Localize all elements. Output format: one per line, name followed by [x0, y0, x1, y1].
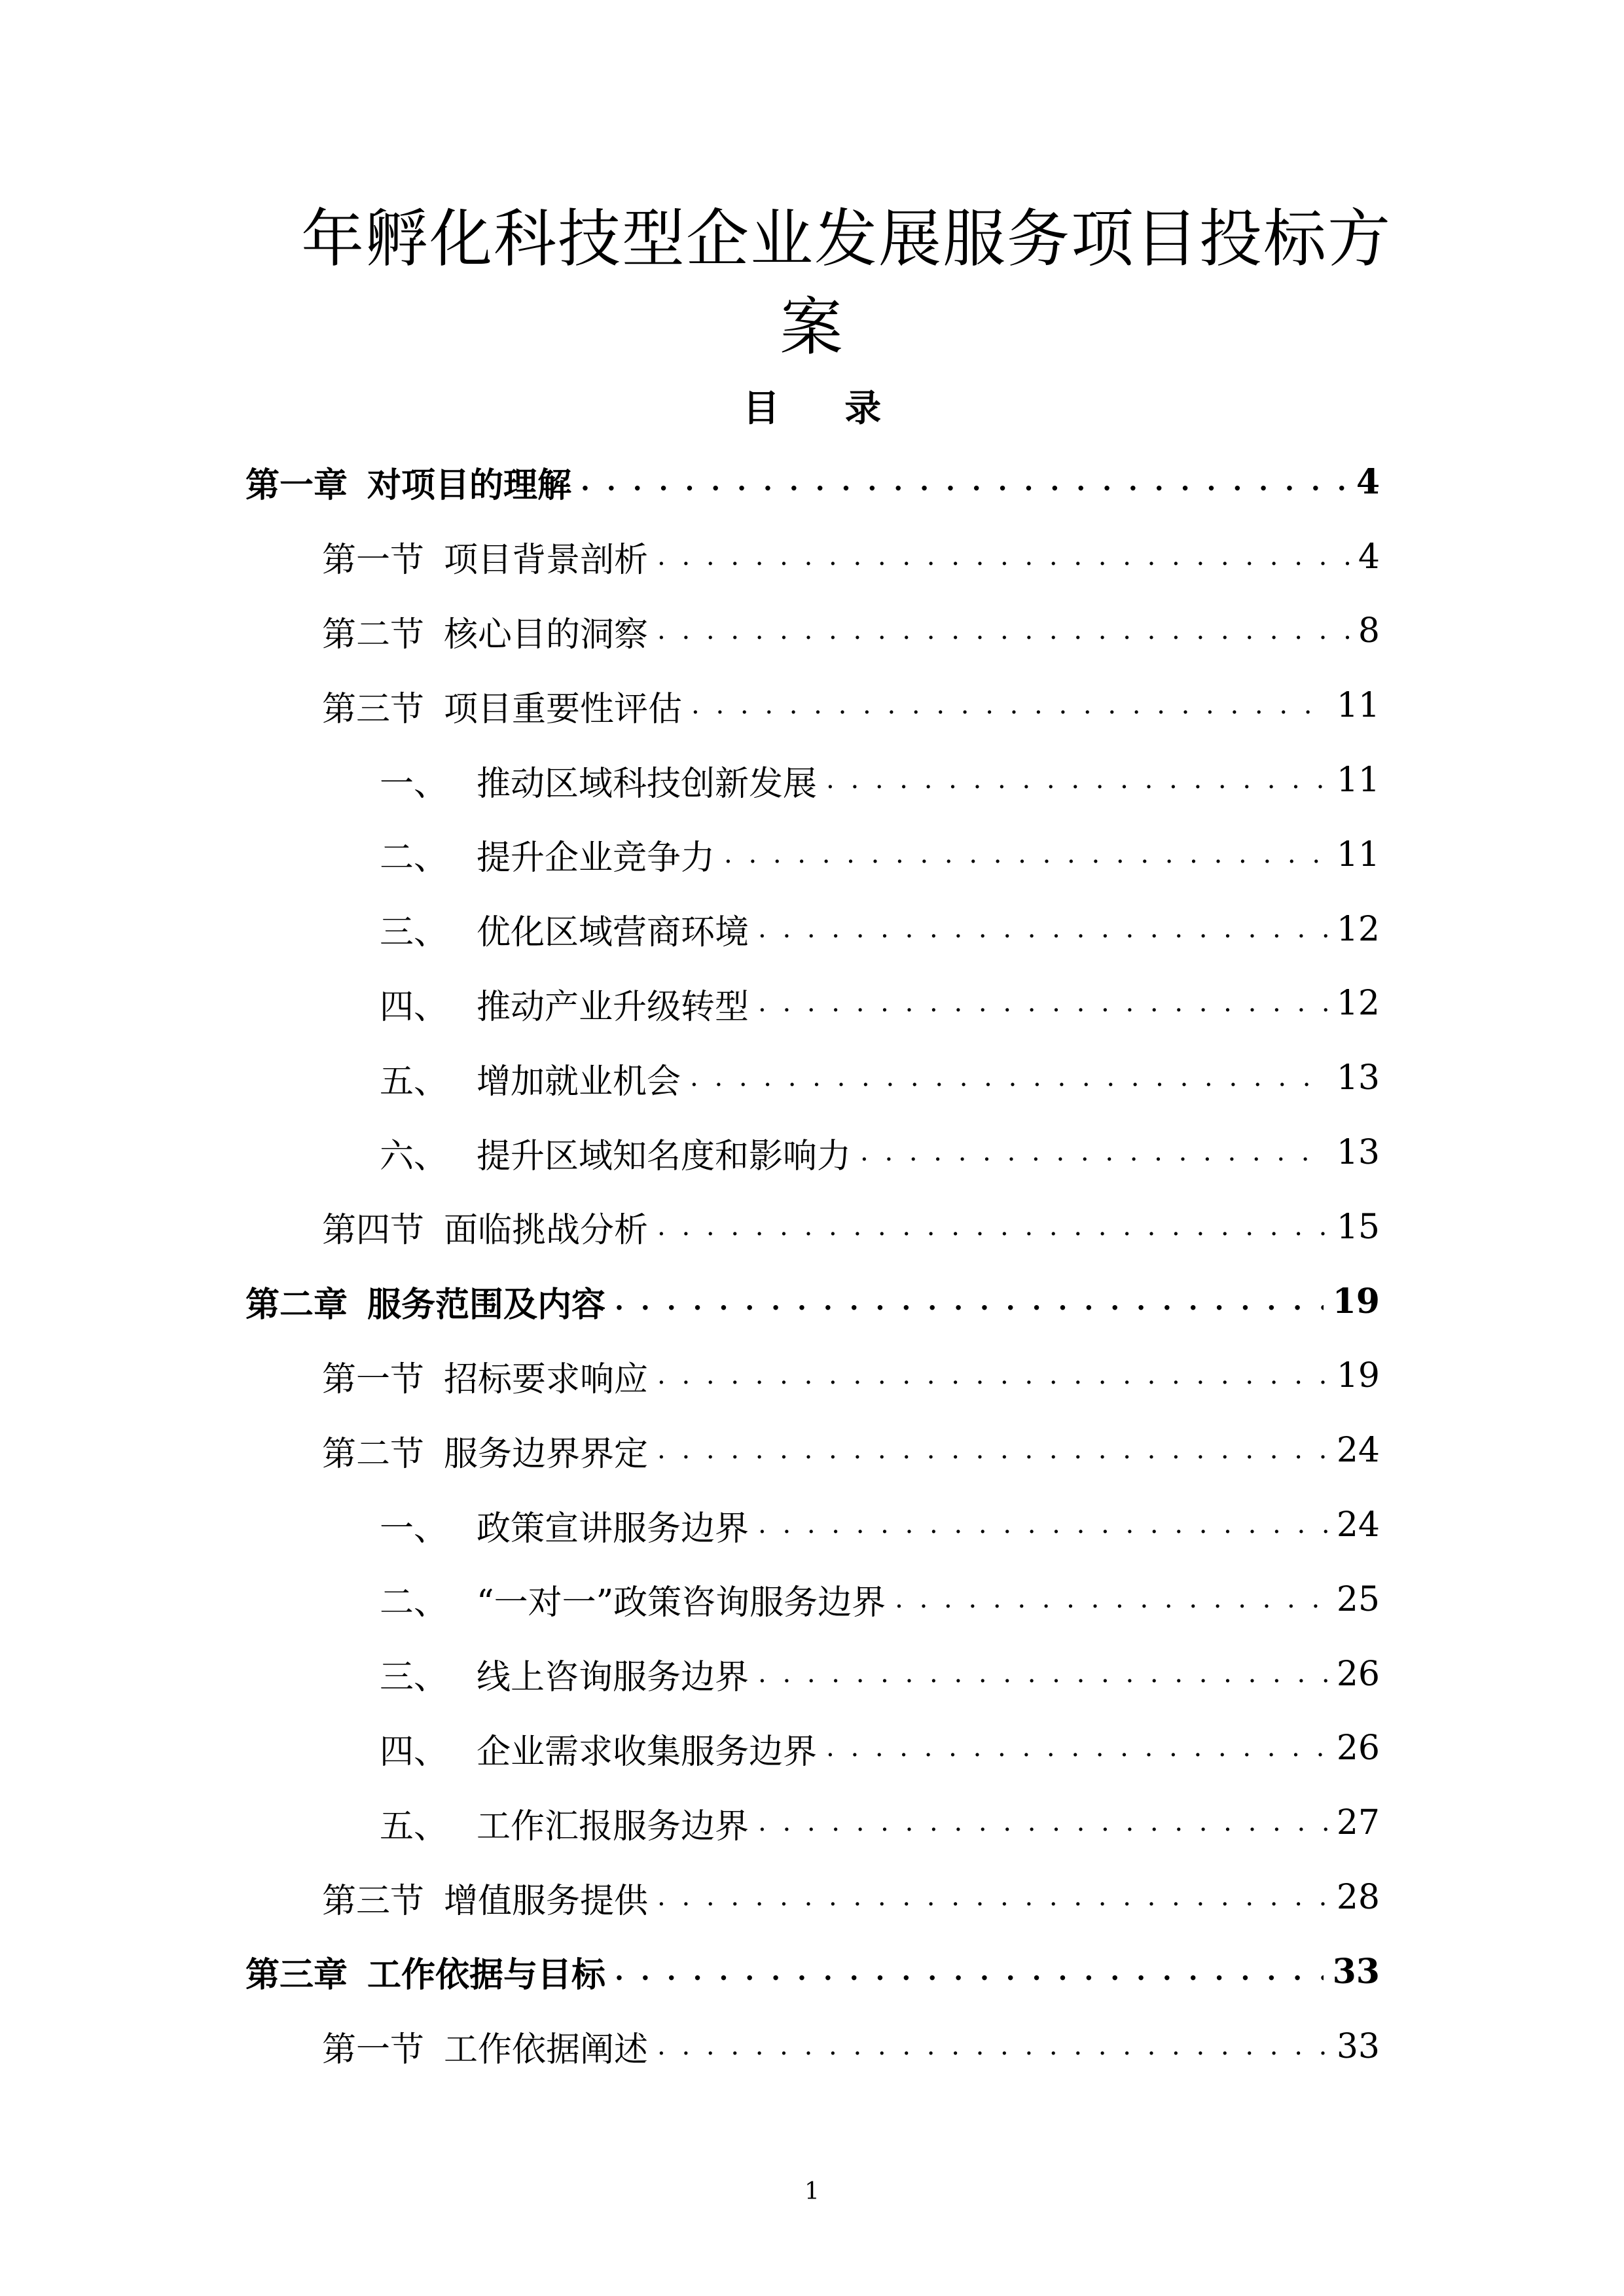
toc-entry-title [322, 681, 682, 730]
toc-entry-label: 增加就业机会 [477, 1062, 681, 1102]
toc-entry-number: 六、 [380, 1136, 448, 1176]
toc-entry-number: 五、 [380, 1806, 448, 1846]
toc-dot-leader [657, 1210, 1327, 1244]
toc-dot-leader [860, 1136, 1327, 1170]
toc-entry-number: 第一节 [322, 1359, 425, 1399]
toc-entry-title [380, 1724, 817, 1773]
toc-entry-title [380, 1799, 749, 1848]
toc-entry[interactable] [0, 1339, 1624, 1414]
toc-entry-title [322, 1202, 648, 1251]
toc-entry-page: 12 [1336, 984, 1380, 1024]
toc-entry-number: 第一节 [322, 2030, 425, 2070]
toc-entry-page: 25 [1336, 1579, 1380, 1619]
toc-entry[interactable] [0, 1712, 1624, 1786]
toc-entry-page: 13 [1336, 1058, 1380, 1098]
toc-entry[interactable] [0, 1637, 1624, 1712]
toc-entry-label: 提升企业竞争力 [477, 838, 715, 878]
toc-entry-number: 一、 [380, 1509, 448, 1549]
toc-entry-label: 推动产业升级转型 [477, 987, 749, 1027]
toc-entry-label: 增值服务提供 [444, 1881, 649, 1921]
toc-entry-label: 工作依据阐述 [444, 2030, 649, 2070]
toc-entry-title [380, 830, 715, 879]
toc-entry-page: 27 [1336, 1803, 1380, 1843]
toc-entry[interactable] [0, 1488, 1624, 1562]
toc-entry-label: “一对一”政策咨询服务边界 [477, 1583, 886, 1623]
toc-entry[interactable] [0, 1265, 1624, 1339]
toc-entry-number: 二、 [380, 838, 448, 878]
toc-entry-page: 33 [1332, 1952, 1380, 1992]
toc-entry-title [245, 1947, 605, 1996]
toc-entry[interactable] [0, 520, 1624, 594]
toc-entry-page: 19 [1336, 1356, 1380, 1396]
toc-entry-label: 优化区域营商环境 [477, 913, 749, 953]
toc-dot-leader [691, 689, 1327, 723]
toc-entry-number: 一、 [380, 764, 448, 804]
toc-entry-title [380, 905, 749, 954]
toc-entry-page: 12 [1336, 909, 1380, 949]
toc-dot-leader [615, 1955, 1324, 1989]
toc-entry[interactable] [0, 2009, 1624, 2084]
toc-entry-page: 15 [1336, 1207, 1380, 1247]
toc-entry-page: 24 [1336, 1505, 1380, 1545]
toc-entry[interactable] [0, 668, 1624, 743]
toc-dot-leader [758, 986, 1327, 1020]
toc-entry-page: 19 [1332, 1282, 1380, 1322]
toc-entry-page: 8 [1358, 611, 1380, 651]
toc-entry-title [380, 756, 817, 805]
toc-entry-page: 33 [1336, 2026, 1380, 2066]
toc-entry-number: 第三章 [245, 1955, 348, 1996]
toc-entry[interactable] [0, 967, 1624, 1041]
toc-entry-page: 11 [1336, 761, 1380, 800]
toc-dot-leader [657, 1880, 1327, 1914]
document-title-line-2: 案 [780, 291, 844, 364]
toc-dot-leader [758, 1806, 1327, 1840]
toc-dot-leader [690, 1061, 1327, 1095]
toc-dot-leader [826, 1731, 1327, 1765]
toc-entry[interactable] [0, 1041, 1624, 1115]
toc-entry-label: 线上咨询服务边界 [477, 1658, 749, 1698]
toc-dot-leader [826, 763, 1327, 797]
toc-entry-title [380, 1128, 851, 1177]
toc-entry[interactable] [0, 743, 1624, 817]
toc-entry-label: 招标要求响应 [444, 1359, 649, 1399]
toc-dot-leader [657, 1433, 1327, 1467]
toc-dot-leader [758, 1657, 1327, 1691]
document-title-line-1: 年孵化科技型企业发展服务项目投标方 [301, 202, 1392, 276]
toc-entry-page: 4 [1356, 462, 1380, 503]
toc-dot-leader [657, 614, 1349, 648]
toc-entry-label: 服务边界界定 [444, 1434, 649, 1474]
toc-entry-title [380, 1575, 886, 1624]
toc-entry-title [322, 1873, 648, 1922]
toc-entry-title [380, 1054, 681, 1103]
toc-entry-page: 13 [1336, 1133, 1380, 1173]
toc-entry-label: 服务范围及内容 [367, 1285, 606, 1325]
toc-entry-label: 项目背景剖析 [444, 541, 649, 581]
toc-entry-title [322, 532, 648, 581]
toc-entry-label: 对项目的理解 [367, 465, 572, 506]
toc-entry-page: 24 [1336, 1431, 1380, 1471]
toc-entry-page: 28 [1336, 1878, 1380, 1918]
toc-entry-number: 四、 [380, 987, 448, 1027]
toc-entry[interactable] [0, 1562, 1624, 1637]
toc-entry[interactable] [0, 1785, 1624, 1860]
toc-entry[interactable] [0, 594, 1624, 669]
toc-entry-number: 三、 [380, 1658, 448, 1698]
toc-dot-leader [581, 465, 1347, 499]
toc-entry-number: 第四节 [322, 1211, 425, 1251]
toc-heading: 目 录 [742, 387, 908, 430]
toc-entry-number: 第一章 [245, 465, 348, 506]
toc-entry-number: 第二章 [245, 1285, 348, 1325]
toc-entry-number: 第二节 [322, 1434, 425, 1474]
toc-entry-title [322, 607, 648, 656]
toc-entry-number: 四、 [380, 1732, 448, 1772]
toc-entry-title [380, 1649, 749, 1698]
toc-dot-leader [657, 540, 1349, 574]
toc-entry-number: 二、 [380, 1583, 448, 1623]
toc-entry-title [245, 457, 571, 507]
toc-entry-label: 面临挑战分析 [444, 1211, 649, 1251]
toc-dot-leader [758, 1508, 1327, 1542]
toc-entry[interactable] [0, 1115, 1624, 1190]
toc-entry[interactable] [0, 1860, 1624, 1935]
toc-entry-title [322, 1426, 648, 1475]
toc-entry-number: 第三节 [322, 689, 425, 729]
toc-dot-leader [657, 1359, 1327, 1393]
toc-entry-title [322, 2022, 648, 2071]
toc-entry-number: 第一节 [322, 541, 425, 581]
toc-dot-leader [657, 2030, 1327, 2064]
toc-entry-label: 项目重要性评估 [444, 689, 683, 729]
toc-entry[interactable] [0, 817, 1624, 892]
toc-entry-number: 三、 [380, 913, 448, 953]
toc-entry[interactable] [0, 892, 1624, 967]
toc-dot-leader [895, 1583, 1327, 1617]
toc-entry-page: 26 [1336, 1654, 1380, 1694]
toc-entry-label: 工作依据与目标 [367, 1955, 606, 1996]
toc-entry[interactable] [0, 445, 1624, 520]
toc-entry-title [380, 1501, 749, 1550]
toc-entry-number: 第三节 [322, 1881, 425, 1921]
toc-dot-leader [615, 1285, 1324, 1319]
toc-entry-label: 政策宣讲服务边界 [477, 1509, 749, 1549]
toc-entry-page: 11 [1336, 834, 1380, 874]
toc-entry-label: 核心目的洞察 [444, 615, 649, 655]
toc-entry-title [245, 1277, 605, 1326]
toc-entry-number: 第二节 [322, 615, 425, 655]
toc-entry[interactable] [0, 1413, 1624, 1488]
toc-entry-page: 4 [1358, 537, 1380, 577]
toc-entry-label: 推动区域科技创新发展 [477, 764, 818, 804]
toc-entry-label: 企业需求收集服务边界 [477, 1732, 818, 1772]
table-of-contents [0, 445, 1624, 2084]
page-number: 1 [804, 2178, 820, 2205]
toc-entry[interactable] [0, 1935, 1624, 2009]
toc-entry-number: 五、 [380, 1062, 448, 1102]
toc-entry[interactable] [0, 1190, 1624, 1265]
toc-entry-label: 工作汇报服务边界 [477, 1806, 749, 1846]
toc-entry-title [322, 1352, 648, 1401]
toc-dot-leader [758, 912, 1327, 946]
toc-entry-title [380, 979, 749, 1028]
toc-entry-page: 11 [1336, 686, 1380, 726]
toc-dot-leader [724, 838, 1327, 872]
toc-entry-page: 26 [1336, 1729, 1380, 1768]
toc-entry-label: 提升区域知名度和影响力 [477, 1136, 852, 1176]
